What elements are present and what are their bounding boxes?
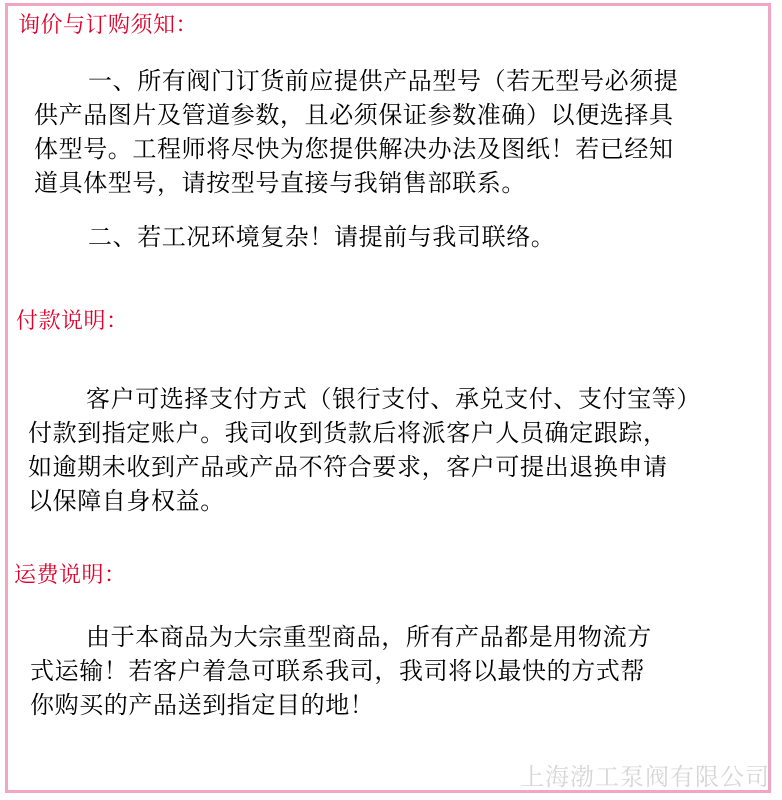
paragraph-line: 式运输！若客户着急可联系我司，我司将以最快的方式帮 <box>30 657 645 685</box>
ordering-paragraph-1-cont <box>34 98 674 200</box>
paragraph-line: 体型号。工程师将尽快为您提供解决办法及图纸！若已经知 <box>34 135 674 163</box>
payment-heading: 付款说明： <box>16 309 129 334</box>
paragraph-line: 二、若工况环境复杂！请提前与我司联络。 <box>88 223 556 251</box>
paragraph-line: 以保障自身权益。 <box>28 487 225 515</box>
shipping-heading: 运费说明： <box>14 563 127 588</box>
shipping-paragraph-cont <box>30 654 645 722</box>
paragraph-line: 道具体型号，请按型号直接与我销售部联系。 <box>34 169 526 197</box>
company-watermark: 上海渤工泵阀有限公司 <box>520 763 770 791</box>
ordering-paragraph-1 <box>88 64 678 98</box>
paragraph-line: 如逾期未收到产品或产品不符合要求，客户可提出退换申请 <box>28 453 668 481</box>
payment-paragraph-cont <box>28 416 668 518</box>
ordering-paragraph-2 <box>88 220 555 254</box>
paragraph-line: 客户可选择支付方式（银行支付、承兑支付、支付宝等） <box>86 385 701 413</box>
shipping-paragraph-first <box>86 620 652 654</box>
paragraph-line: 供产品图片及管道参数，且必须保证参数准确）以便选择具 <box>34 101 674 129</box>
paragraph-line: 付款到指定账户。我司收到货款后将派客户人员确定跟踪， <box>28 419 668 447</box>
paragraph-line: 你购买的产品送到指定目的地！ <box>30 691 375 719</box>
paragraph-line: 一、所有阀门订货前应提供产品型号（若无型号必须提 <box>88 67 679 95</box>
inquiry-ordering-heading: 询价与订购须知： <box>18 13 199 38</box>
payment-paragraph-first <box>86 382 701 416</box>
paragraph-line: 由于本商品为大宗重型商品，所有产品都是用物流方 <box>86 623 652 651</box>
